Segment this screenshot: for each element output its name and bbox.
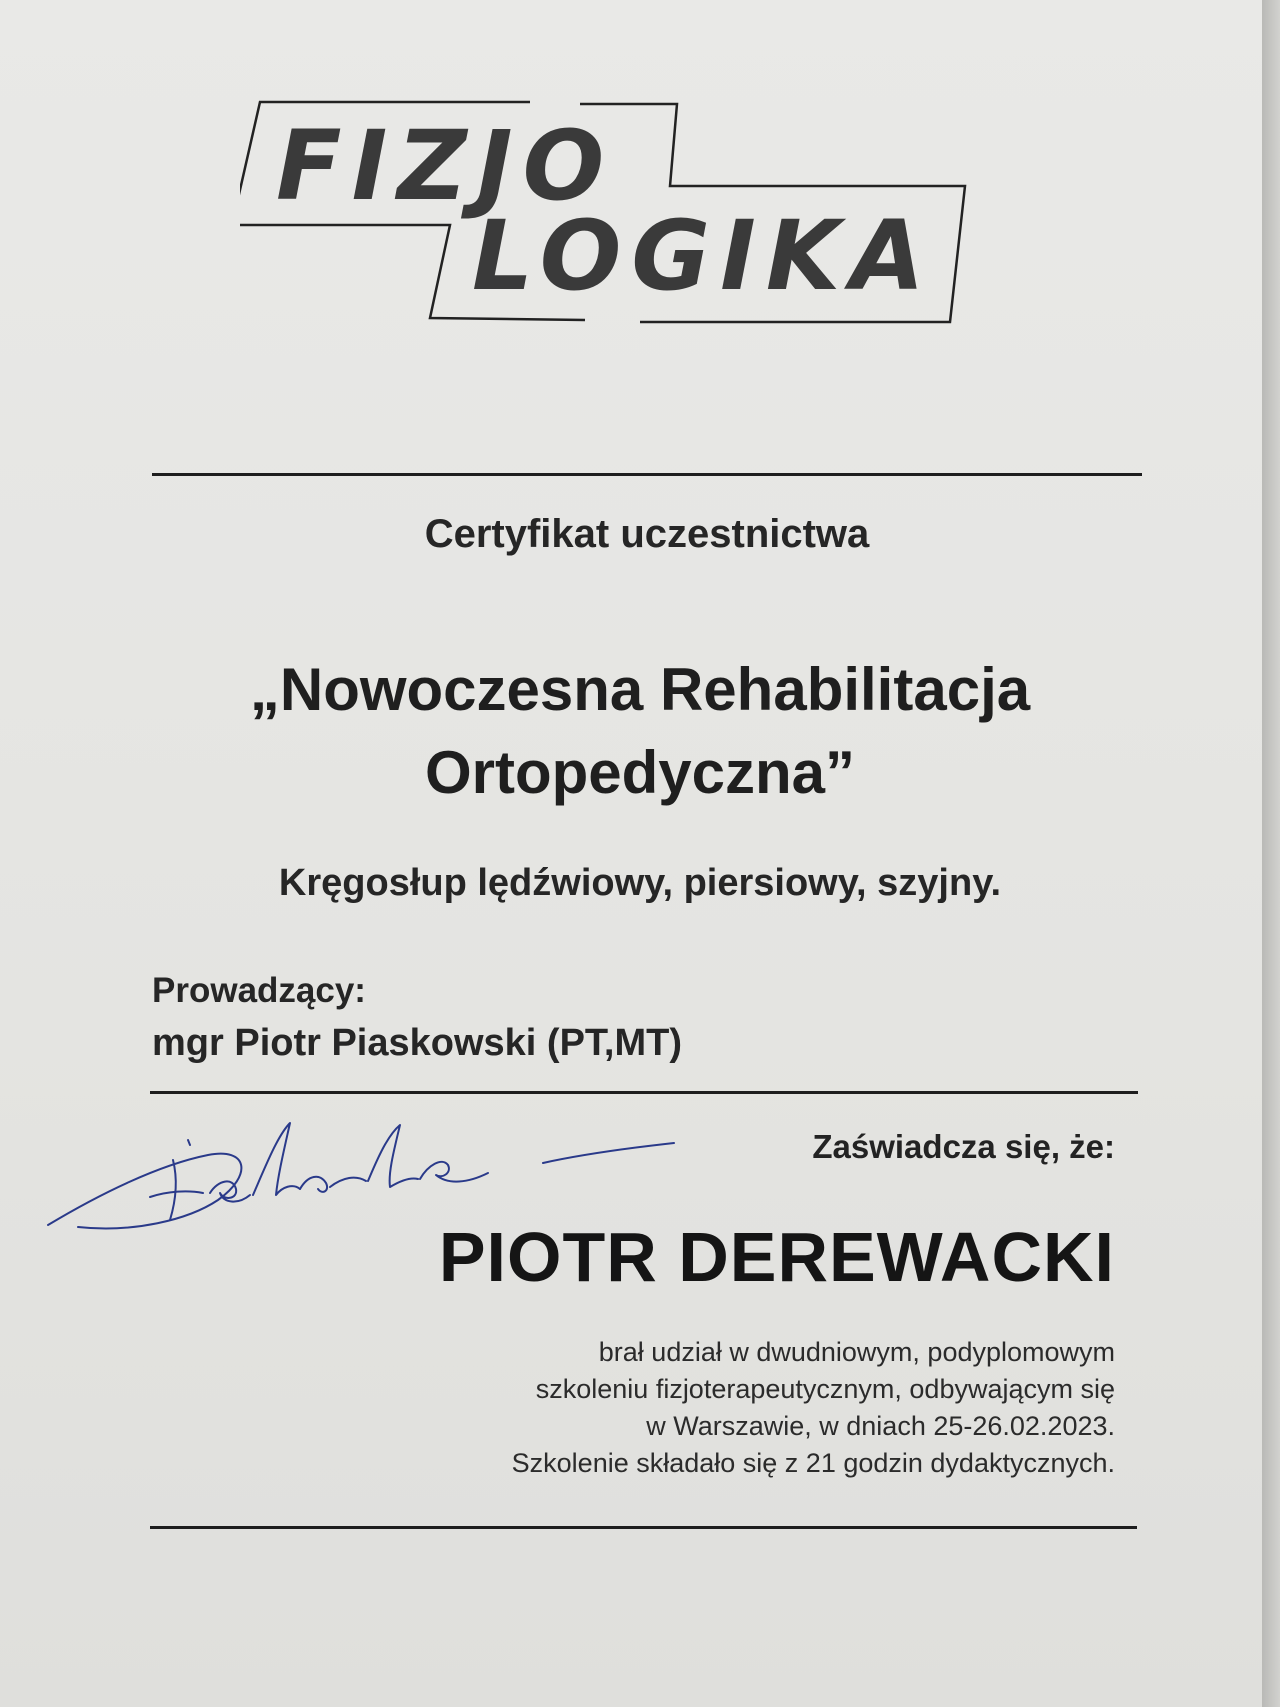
bottom-divider	[150, 1526, 1137, 1529]
description-line-4: Szkolenie składało się z 21 godzin dydaktycznych.	[511, 1448, 1115, 1478]
course-title-line2: Ortopedyczna”	[424, 739, 856, 806]
participant-name: PIOTR DEREWACKI	[438, 1218, 1115, 1296]
instructor-name: mgr Piotr Piaskowski (PT,MT)	[152, 1022, 682, 1064]
attestation-text: Zaświadcza się, że:	[812, 1128, 1115, 1165]
description-line-3: w Warszawie, w dniach 25-26.02.2023.	[646, 1411, 1115, 1441]
fizjologika-logo	[240, 100, 1060, 360]
course-subtitle: Kręgosłup lędźwiowy, piersiowy, szyjny.	[278, 862, 1002, 904]
description-line-1: brał udział w dwudniowym, podyplomowym	[598, 1337, 1115, 1367]
logo-line1: FIZJO	[276, 110, 615, 222]
top-divider	[152, 473, 1142, 476]
paper-edge	[1262, 0, 1280, 1707]
middle-divider	[150, 1091, 1138, 1094]
course-title-line1: „Nowoczesna Rehabilitacja	[249, 656, 1031, 723]
certificate-heading: Certyfikat uczestnictwa	[424, 512, 870, 556]
instructor-label: Prowadzący:	[152, 971, 366, 1010]
logo-line2: LOGIKA	[472, 200, 935, 312]
description-line-2: szkoleniu fizjoterapeutycznym, odbywającym się	[535, 1374, 1115, 1404]
